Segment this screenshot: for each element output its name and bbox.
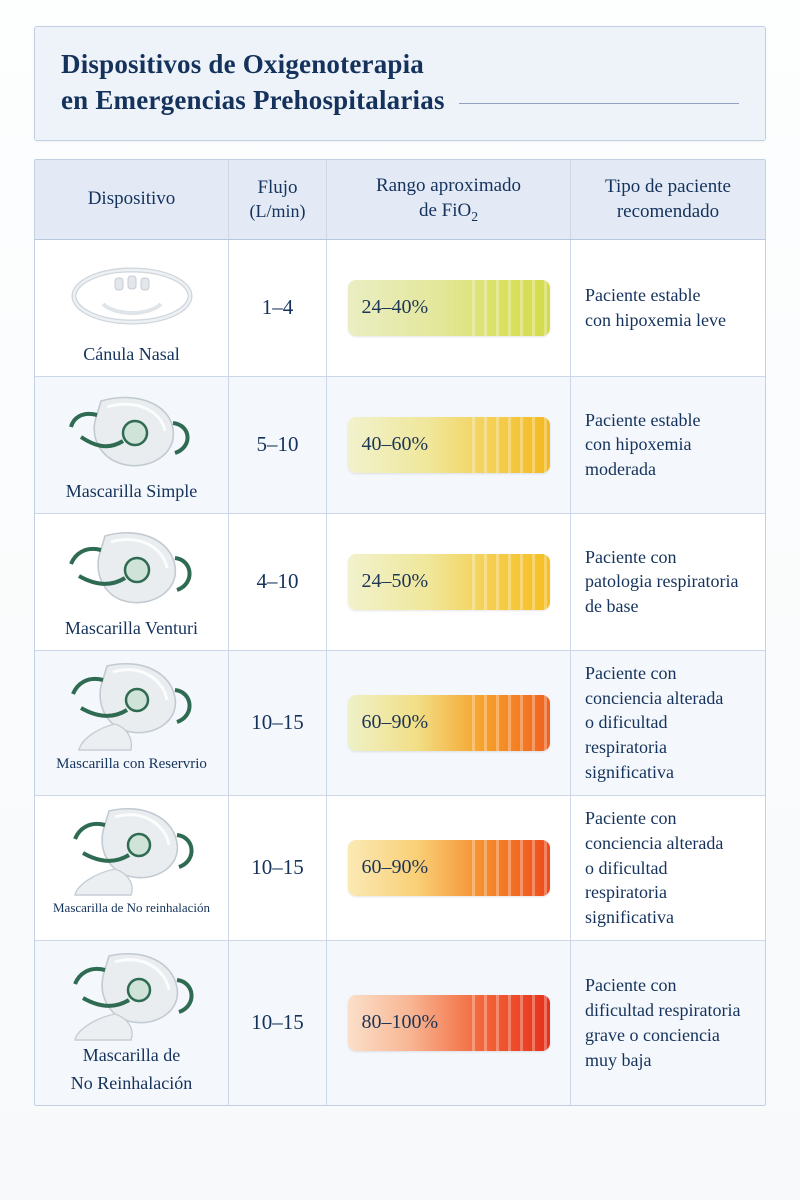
patient-line: Paciente estable — [585, 409, 701, 430]
reservoir-mask-icon — [57, 663, 207, 749]
table-row — [35, 240, 765, 377]
flow-cell: 1–4 — [229, 240, 327, 376]
fio2-stripes — [472, 554, 550, 610]
patient-line: o dificultad respiratoria — [585, 712, 668, 758]
flow-cell: 10–15 — [229, 651, 327, 795]
patient-cell — [571, 941, 765, 1105]
patient-line: o dificultad respiratoria — [585, 857, 668, 903]
fio2-value: 60–90% — [361, 711, 429, 734]
patient-line: patologia respiratoria — [585, 571, 739, 592]
header-device-label: Dispositivo — [87, 188, 176, 210]
header-flow-label-1: Flujo — [257, 176, 298, 198]
header-flow-label-2: (L/min) — [249, 201, 306, 222]
device-label: Cánula Nasal — [83, 343, 180, 364]
fio2-stripes — [472, 840, 550, 896]
flow-cell: 5–10 — [229, 377, 327, 513]
device-label-line-1: Mascarilla de — [82, 1045, 181, 1066]
fio2-cell — [327, 377, 571, 513]
device-cell — [35, 651, 229, 795]
patient-line: Paciente estable — [585, 285, 701, 306]
patient-line: con hipoxemia — [585, 434, 692, 455]
device-cell — [35, 796, 229, 940]
patient-cell — [571, 651, 765, 795]
header-fio2-label-1: Rango aproximado — [375, 175, 522, 197]
title-divider-rule — [459, 103, 739, 104]
title-banner — [34, 26, 766, 141]
fio2-cell — [327, 941, 571, 1105]
fio2-stripes — [472, 695, 550, 751]
simple-mask-icon — [57, 389, 207, 475]
patient-cell — [571, 377, 765, 513]
fio2-gradient-bar — [348, 840, 550, 896]
fio2-gradient-bar — [348, 995, 550, 1051]
header-fio2 — [327, 160, 571, 239]
page-title-line-1: Dispositivos de Oxigenoterapia — [61, 49, 425, 79]
patient-line: muy baja — [585, 1049, 652, 1070]
device-cell — [35, 514, 229, 650]
table-row — [35, 651, 765, 796]
header-patient-label-2: recomendado — [616, 200, 720, 222]
patient-line: Paciente con — [585, 975, 677, 996]
patient-cell — [571, 240, 765, 376]
patient-line: Paciente con — [585, 662, 677, 683]
non-rebreather-mask-icon — [57, 953, 207, 1039]
fio2-stripes — [472, 995, 550, 1051]
header-device — [35, 160, 229, 239]
header-fio2-label-2: de FiO$_2$ — [418, 199, 479, 224]
fio2-cell — [327, 796, 571, 940]
table-row — [35, 377, 765, 514]
fio2-cell — [327, 514, 571, 650]
patient-line: conciencia alterada — [585, 832, 724, 853]
fio2-value: 24–40% — [361, 296, 429, 319]
device-label: Mascarilla Simple — [65, 480, 198, 501]
fio2-value: 80–100% — [361, 1011, 439, 1034]
device-label-line-2: No Reinhalación — [70, 1072, 193, 1093]
non-rebreather-mask-icon — [57, 808, 207, 894]
fio2-cell — [327, 240, 571, 376]
patient-line: Paciente con — [585, 807, 677, 828]
header-fio2-subscript: 2 — [471, 208, 479, 224]
header-patient — [571, 160, 765, 239]
fio2-value: 24–50% — [361, 570, 429, 593]
patient-line: de base — [585, 596, 639, 617]
fio2-gradient-bar — [348, 554, 550, 610]
fio2-cell — [327, 651, 571, 795]
flow-cell: 4–10 — [229, 514, 327, 650]
device-label: Mascarilla con Reservrio — [56, 755, 207, 772]
patient-line: Paciente con — [585, 546, 677, 567]
device-cell — [35, 377, 229, 513]
table-row — [35, 941, 765, 1105]
oxygen-devices-table — [34, 159, 766, 1106]
device-cell — [35, 240, 229, 376]
patient-cell — [571, 514, 765, 650]
page-title-line-2: en Emergencias Prehospitalarias — [61, 84, 445, 115]
table-row — [35, 514, 765, 651]
fio2-gradient-bar — [348, 695, 550, 751]
fio2-value: 40–60% — [361, 433, 429, 456]
device-label: Mascarilla Venturi — [64, 617, 199, 638]
patient-cell — [571, 796, 765, 940]
fio2-gradient-bar — [348, 417, 550, 473]
venturi-mask-icon — [57, 526, 207, 612]
patient-line: significativa — [585, 762, 674, 783]
header-patient-label-1: Tipo de paciente — [605, 176, 731, 198]
patient-line: significativa — [585, 907, 674, 928]
flow-cell: 10–15 — [229, 941, 327, 1105]
fio2-gradient-bar — [348, 280, 550, 336]
device-cell — [35, 941, 229, 1105]
fio2-stripes — [472, 280, 550, 336]
page-title-line-2-row — [61, 83, 739, 119]
flow-cell: 10–15 — [229, 796, 327, 940]
patient-line: moderada — [585, 459, 656, 480]
device-label: Mascarilla de No reinhalación — [52, 899, 210, 915]
patient-line: conciencia alterada — [585, 687, 724, 708]
patient-line: con hipoxemia leve — [585, 309, 726, 330]
table-row — [35, 796, 765, 941]
table-header-row — [35, 160, 765, 240]
patient-line: dificultad respiratoria — [585, 1000, 741, 1021]
fio2-value: 60–90% — [361, 856, 429, 879]
patient-line: grave o conciencia — [585, 1024, 720, 1045]
nasal-cannula-icon — [57, 252, 207, 338]
fio2-stripes — [472, 417, 550, 473]
header-flow — [229, 160, 327, 239]
